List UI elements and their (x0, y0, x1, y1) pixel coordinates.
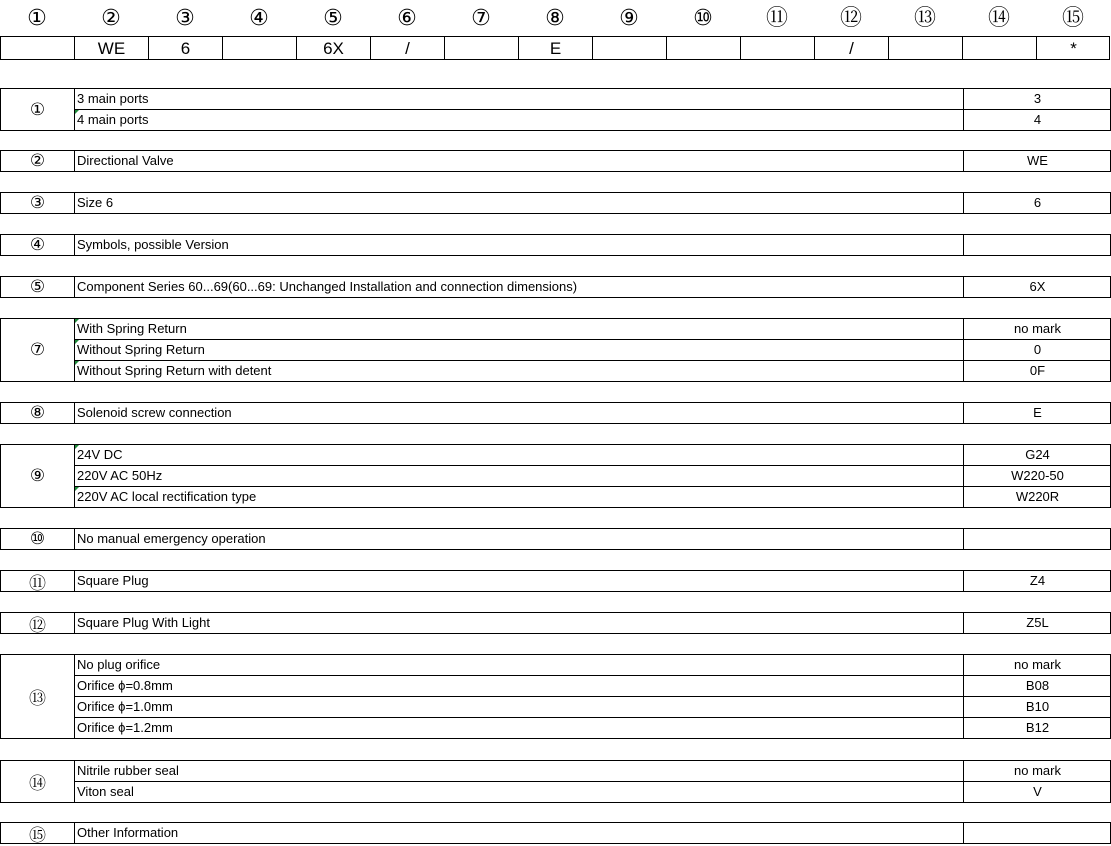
option-code: WE (963, 150, 1111, 171)
option-code: E (963, 402, 1111, 423)
order-code-cell (223, 37, 297, 59)
option-description: 3 main ports (77, 91, 149, 106)
option-row (74, 528, 1111, 550)
option-description: Other Information (77, 825, 179, 840)
option-code: no mark (963, 654, 1111, 675)
position-number: ① (27, 6, 47, 31)
option-row (74, 339, 1111, 361)
position-number: ② (101, 6, 121, 31)
option-code: Z5L (963, 612, 1111, 633)
option-row (74, 465, 1111, 487)
option-group (0, 822, 1111, 844)
option-group-number: ⑧ (0, 402, 75, 424)
option-group-number: ⑪ (0, 570, 75, 592)
option-group (0, 570, 1111, 592)
option-group (0, 192, 1111, 214)
order-code-cell: / (371, 37, 445, 59)
order-code-row (0, 36, 1110, 60)
option-row (74, 570, 1111, 592)
option-code (963, 528, 1111, 549)
option-description: No plug orifice (77, 657, 161, 672)
option-code: no mark (963, 760, 1111, 781)
option-row (74, 88, 1111, 110)
order-code-cell: E (519, 37, 593, 59)
option-row (74, 109, 1111, 131)
option-description: Component Series 60...69(60...69: Unchanged Installation and connection dimensions) (77, 279, 578, 294)
option-group-number: ⑤ (0, 276, 75, 298)
option-row (74, 486, 1111, 508)
option-description: 220V AC 50Hz (77, 468, 163, 483)
option-group-number: ⑨ (0, 444, 75, 508)
order-code-cell: / (815, 37, 889, 59)
order-code-cell: 6 (149, 37, 223, 59)
option-group (0, 318, 1111, 382)
position-number: ⑫ (839, 6, 862, 31)
option-group-number: ⑫ (0, 612, 75, 634)
option-row (74, 360, 1111, 382)
option-description: Nitrile rubber seal (77, 763, 179, 778)
option-code: 3 (963, 88, 1111, 109)
position-number: ⑥ (397, 6, 417, 31)
option-code: 4 (963, 109, 1111, 130)
option-code: V (963, 781, 1111, 802)
option-description: Without Spring Return (77, 342, 205, 357)
order-code-cell (889, 37, 963, 59)
option-group-number: ② (0, 150, 75, 172)
option-row (74, 612, 1111, 634)
option-group (0, 444, 1111, 508)
option-description: Directional Valve (77, 153, 174, 168)
order-code-cell (963, 37, 1037, 59)
option-code: Z4 (963, 570, 1111, 591)
position-number: ⑨ (619, 6, 639, 31)
option-row (74, 192, 1111, 214)
option-row (74, 234, 1111, 256)
position-number: ⑤ (323, 6, 343, 31)
option-code: 0 (963, 339, 1111, 360)
order-code-cell (741, 37, 815, 59)
option-description: 220V AC local rectification type (77, 489, 257, 504)
option-row (74, 318, 1111, 340)
option-code: no mark (963, 318, 1111, 339)
order-code-cell (593, 37, 667, 59)
option-description: Without Spring Return with detent (77, 363, 272, 378)
option-group (0, 88, 1111, 131)
option-row (74, 150, 1111, 172)
position-number: ④ (249, 6, 269, 31)
position-number: ⑮ (1061, 6, 1084, 31)
option-description: No manual emergency operation (77, 531, 266, 546)
option-group (0, 402, 1111, 424)
option-row (74, 402, 1111, 424)
option-description: Viton seal (77, 784, 134, 799)
option-group (0, 612, 1111, 634)
option-code (963, 234, 1111, 255)
position-number: ⑩ (693, 6, 713, 31)
option-group-number: ⑦ (0, 318, 75, 382)
option-row (74, 675, 1111, 697)
option-group (0, 276, 1111, 298)
position-number: ⑦ (471, 6, 491, 31)
option-code: 6X (963, 276, 1111, 297)
option-description: Orifice ϕ=1.0mm (77, 699, 173, 714)
position-number: ⑪ (765, 6, 788, 31)
position-number: ⑭ (987, 6, 1010, 31)
option-row (74, 781, 1111, 803)
position-number: ⑬ (913, 6, 936, 31)
option-group-number: ⑬ (0, 654, 75, 739)
option-code: B12 (963, 717, 1111, 738)
order-code-cell: * (1070, 39, 1077, 58)
option-description: Orifice ϕ=0.8mm (77, 678, 173, 693)
option-code: B08 (963, 675, 1111, 696)
option-description: 4 main ports (77, 112, 149, 127)
option-group (0, 528, 1111, 550)
option-row (74, 444, 1111, 466)
option-description: Square Plug (77, 573, 149, 588)
option-description: Symbols, possible Version (77, 237, 229, 252)
option-code: W220-50 (963, 465, 1111, 486)
option-code: 6 (963, 192, 1111, 213)
option-row (74, 760, 1111, 782)
order-code-cell (1, 37, 75, 59)
order-code-cell (445, 37, 519, 59)
option-group (0, 150, 1111, 172)
option-group-number: ① (0, 88, 75, 131)
option-code: W220R (963, 486, 1111, 507)
option-row (74, 276, 1111, 298)
option-group-number: ⑮ (0, 822, 75, 844)
option-row (74, 696, 1111, 718)
option-code: G24 (963, 444, 1111, 465)
option-row (74, 717, 1111, 739)
option-code: 0F (963, 360, 1111, 381)
option-group-number: ⑩ (0, 528, 75, 550)
position-number: ⑧ (545, 6, 565, 31)
option-group (0, 760, 1111, 803)
option-code (963, 822, 1111, 843)
order-code-cell: 6X (297, 37, 371, 59)
option-description: Solenoid screw connection (77, 405, 232, 420)
option-description: With Spring Return (77, 321, 187, 336)
position-number-row (0, 0, 1111, 36)
option-group-number: ④ (0, 234, 75, 256)
option-group (0, 654, 1111, 739)
option-row (74, 822, 1111, 844)
option-description: 24V DC (77, 447, 123, 462)
option-group (0, 234, 1111, 256)
option-code: B10 (963, 696, 1111, 717)
order-code-cell: WE (75, 37, 149, 59)
option-row (74, 654, 1111, 676)
position-number: ③ (175, 6, 195, 31)
option-description: Square Plug With Light (77, 615, 210, 630)
order-code-cell (667, 37, 741, 59)
option-description: Orifice ϕ=1.2mm (77, 720, 173, 735)
option-group-number: ③ (0, 192, 75, 214)
option-description: Size 6 (77, 195, 114, 210)
option-group-number: ⑭ (0, 760, 75, 803)
